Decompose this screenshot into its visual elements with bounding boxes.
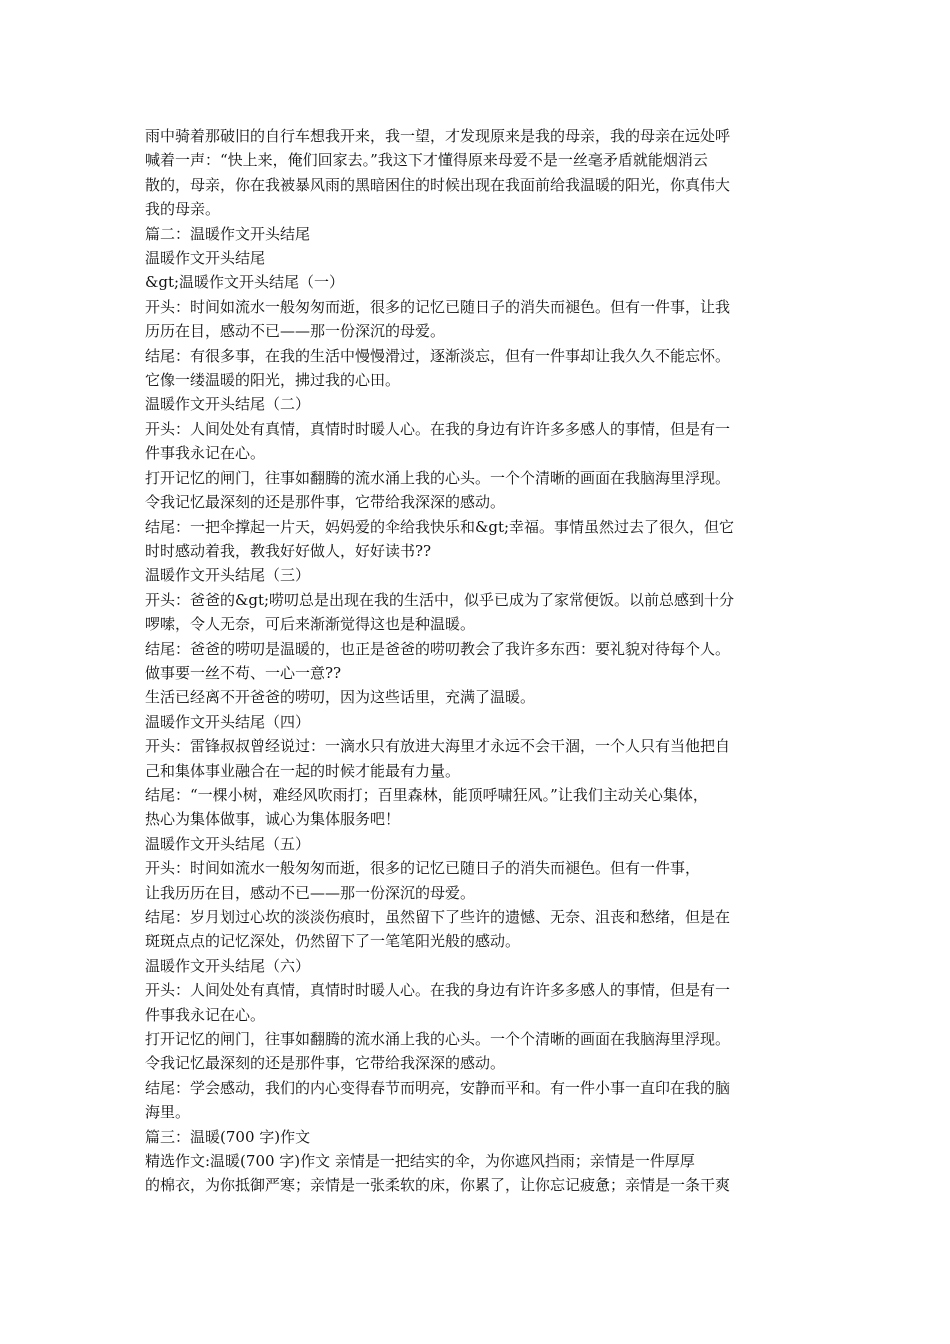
text-line: 温暖作文开头结尾（六） xyxy=(145,956,311,975)
text-line: 结尾：爸爸的唠叨是温暖的，也正是爸爸的唠叨教会了我许多东西：要礼貌对待每个人。 xyxy=(145,639,731,658)
text-line: 它像一缕温暖的阳光，拂过我的心田。 xyxy=(145,371,401,390)
text-line: 啰嗦，令人无奈，可后来渐渐觉得这也是种温暖。 xyxy=(145,615,476,634)
text-line: 结尾：一把伞撑起一片天，妈妈爱的伞给我快乐和&gt;幸福。事情虽然过去了很久，但它 xyxy=(145,517,735,536)
document-body xyxy=(145,124,810,1198)
text-line: 结尾：学会感动，我们的内心变得春节而明亮，安静而平和。有一件小事一直印在我的脑 xyxy=(145,1078,731,1097)
text-line: 篇二：温暖作文开头结尾 xyxy=(145,224,311,243)
text-line: 开头：时间如流水一般匆匆而逝，很多的记忆已随日子的消失而褪色。但有一件事， xyxy=(145,859,701,878)
text-line: 的棉衣，为你抵御严寒；亲情是一张柔软的床，你累了，让你忘记疲惫；亲情是一条干爽 xyxy=(145,1176,731,1195)
text-line: 海里。 xyxy=(145,1103,191,1122)
text-line: 散的，母亲，你在我被暴风雨的黑暗困住的时候出现在我面前给我温暖的阳光，你真伟大 xyxy=(145,175,731,194)
text-line: 雨中骑着那破旧的自行车想我开来，我一望，才发现原来是我的母亲，我的母亲在远处呼 xyxy=(145,127,731,145)
text-line: 生活已经离不开爸爸的唠叨，因为这些话里，充满了温暖。 xyxy=(145,688,536,707)
text-line: 温暖作文开头结尾（三） xyxy=(145,566,311,585)
text-line: 己和集体事业融合在一起的时候才能最有力量。 xyxy=(145,761,461,780)
text-line: 时时感动着我，教我好好做人，好好读书?? xyxy=(145,541,432,560)
text-line: 让我历历在目，感动不已——那一份深沉的母爱。 xyxy=(145,883,476,902)
text-line: 打开记忆的闸门，往事如翻腾的流水涌上我的心头。一个个清晰的画面在我脑海里浮现。 xyxy=(145,1030,731,1049)
text-line: 开头：爸爸的&gt;唠叨总是出现在我的生活中，似乎已成为了家常便饭。以前总感到十分 xyxy=(145,590,735,609)
text-line: 开头：时间如流水一般匆匆而逝，很多的记忆已随日子的消失而褪色。但有一件事，让我 xyxy=(145,297,731,316)
text-line: 打开记忆的闸门，往事如翻腾的流水涌上我的心头。一个个清晰的画面在我脑海里浮现。 xyxy=(145,468,731,487)
text-line: &gt;温暖作文开头结尾（一） xyxy=(145,273,345,292)
text-line: 开头：人间处处有真情，真情时时暖人心。在我的身边有许许多多感人的事情，但是有一 xyxy=(145,981,731,1000)
text-line: 结尾：“一棵小树，难经风吹雨打；百里森林，能顶呼啸狂风。”让我们主动关心集体， xyxy=(145,785,708,804)
text-line: 我的母亲。 xyxy=(145,200,221,219)
text-line: 精选作文:温暖(700 字)作文 亲情是一把结实的伞，为你遮风挡雨；亲情是一件厚厚 xyxy=(145,1152,695,1171)
text-line: 开头：雷锋叔叔曾经说过：一滴水只有放进大海里才永远不会干涸，一个人只有当他把自 xyxy=(145,737,731,756)
text-line: 喊着一声：“快上来，俺们回家去。”我这下才懂得原来母爱不是一丝毫矛盾就能烟消云 xyxy=(145,151,708,170)
text-line: 结尾：有很多事，在我的生活中慢慢滑过，逐渐淡忘，但有一件事却让我久久不能忘怀。 xyxy=(145,346,731,365)
text-line: 温暖作文开头结尾 xyxy=(145,249,266,268)
text-line: 令我记忆最深刻的还是那件事，它带给我深深的感动。 xyxy=(145,493,506,512)
text-line: 斑斑点点的记忆深处，仍然留下了一笔笔阳光般的感动。 xyxy=(145,932,521,951)
text-line: 温暖作文开头结尾（四） xyxy=(145,712,311,731)
text-line: 做事要一丝不苟、一心一意?? xyxy=(145,663,342,682)
text-line: 结尾：岁月划过心坎的淡淡伤痕时，虽然留下了些许的遗憾、无奈、沮丧和愁绪，但是在 xyxy=(145,908,731,926)
text-line: 开头：人间处处有真情，真情时时暖人心。在我的身边有许许多多感人的事情，但是有一 xyxy=(145,419,731,438)
text-line: 篇三：温暖(700 字)作文 xyxy=(145,1127,311,1146)
text-line: 热心为集体做事，诚心为集体服务吧！ xyxy=(145,810,401,829)
text-line: 令我记忆最深刻的还是那件事，它带给我深深的感动。 xyxy=(145,1054,506,1073)
text-line: 温暖作文开头结尾（二） xyxy=(145,395,311,414)
text-line: 件事我永记在心。 xyxy=(145,444,266,463)
text-line: 件事我永记在心。 xyxy=(145,1005,266,1024)
text-line: 温暖作文开头结尾（五） xyxy=(145,834,311,853)
text-line: 历历在目，感动不已——那一份深沉的母爱。 xyxy=(145,322,446,341)
